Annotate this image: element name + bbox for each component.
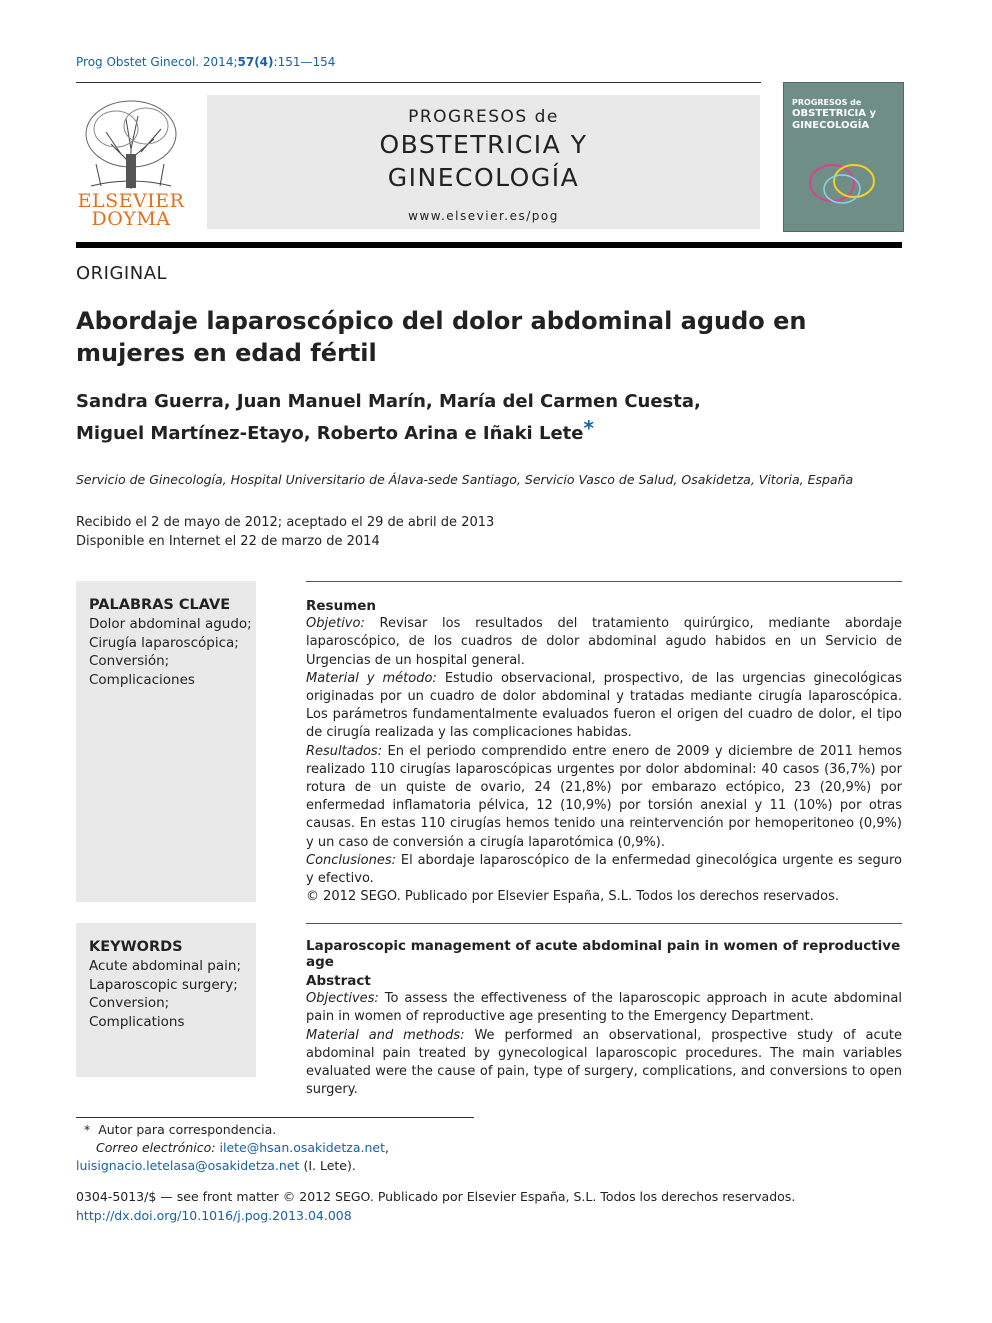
publisher-logo-text (76, 192, 186, 228)
keyword-item: Dolor abdominal agudo; (89, 616, 252, 632)
metodo-text: Estudio observacional, prospectivo, de las urgencias ginecológicas originadas por un cuadro de dolor abdominal y tratadas mediante cirugía laparoscópica. Los parámetros fundamentalmente evaluados fueron el origen del cuadro de dolor, el tipo de cirugía realizada y las complicaciones habidas. (306, 670, 903, 741)
abstract-methods (306, 1027, 902, 1100)
citation-volume: 57(4) (237, 55, 274, 69)
email-link-1[interactable]: ilete@hsan.osakidetza.net (219, 1140, 385, 1155)
resultados-label: Resultados: (306, 743, 383, 759)
cover-big1: OBSTETRICIA y (792, 108, 877, 119)
conclusiones-text: El abordaje laparoscópico de la enfermedad ginecológica urgente es seguro y efectivo. (306, 852, 902, 887)
keywords-box-en (76, 923, 256, 1077)
keyword-item: Complications (89, 1013, 185, 1030)
keyword-item: Conversion; (89, 995, 170, 1011)
resumen-objetivo (306, 615, 902, 670)
cover-big2: GINECOLOGÍA (792, 120, 870, 131)
objetivo-label: Objetivo: (306, 616, 365, 632)
footnote-mark: * (84, 1122, 91, 1137)
citation-pages: :151—154 (273, 55, 336, 69)
article-title: Abordaje laparoscópico del dolor abdominal agudo en mujeres en edad fértil (76, 307, 807, 367)
author-list (76, 389, 902, 447)
footnote-corresp: Autor para correspondencia. (98, 1122, 277, 1137)
email2-suffix: (I. Lete). (303, 1158, 356, 1173)
header-rule (76, 82, 761, 83)
front-matter-footer (76, 1187, 902, 1225)
resumen-rule (306, 581, 902, 582)
journal-title-line3: GINECOLOGÍA (387, 163, 580, 192)
affiliation: Servicio de Ginecología, Hospital Universitario de Álava-sede Santiago, Servicio Vasco de Salud, Osakidetza, Vitoria, España (76, 472, 854, 487)
resumen-section (306, 597, 902, 906)
english-title: Laparoscopic management of acute abdominal pain in women of reproductive age (306, 938, 901, 970)
metodo-label: Material y método: (306, 670, 437, 686)
abstract-section (306, 972, 902, 1099)
keyword-item: Conversión; (89, 653, 170, 669)
footnote-rule (76, 1117, 474, 1118)
keywords-heading-en: KEYWORDS (89, 939, 183, 955)
received-date: Recibido el 2 de mayo de 2012; aceptado el 29 de abril de 2013 (76, 515, 495, 530)
cover-small: PROGRESOS de (792, 98, 862, 107)
logo-line-doyma: DOYMA (91, 208, 171, 230)
journal-title-line2: OBSTETRICIA Y (379, 130, 588, 159)
methods-label: Material and methods: (306, 1027, 465, 1043)
article-dates (76, 513, 494, 551)
resultados-text: En el periodo comprendido entre enero de 2009 y diciembre de 2011 hemos realizado 110 cirugías laparoscópicas urgentes por dolor abdominal: 40 casos (36,7%) por rotura de un quiste de ovario, 24 (21,8%) por embarazo ectópico, 23 (20,9%) por enfermedad inflamatoria pélvica, 12 (10,9%) por torsión anexial y 11 (10%) por otras causas. En estas 110 cirugías hemos tenido una reintervención por hemoperitoneo (0,9%) y un caso de conversión a cirugía laparotómica (0,9%). (306, 743, 902, 850)
keyword-item: Cirugía laparoscópica; (89, 634, 239, 651)
keyword-item: Laparoscopic surgery; (89, 976, 238, 993)
cover-illustration (802, 153, 882, 213)
doi-link[interactable]: http://dx.doi.org/10.1016/j.pog.2013.04.008 (76, 1208, 352, 1223)
corresponding-author-mark[interactable]: * (583, 416, 594, 440)
journal-title-box (207, 95, 760, 229)
logo-line-elsevier: ELSEVIER (77, 190, 185, 212)
resumen-metodo (306, 670, 902, 743)
resumen-heading: Resumen (306, 598, 377, 614)
resumen-copyright: © 2012 SEGO. Publicado por Elsevier España, S.L. Todos los derechos reservados. (306, 889, 840, 905)
methods-text: We performed an observational, prospective study of acute abdominal pain treated by gynecological laparoscopic procedures. The main variables evaluated were the cause of pain, type of surgery, complications, and conversions to open surgery. (306, 1027, 902, 1098)
conclusiones-label: Conclusiones: (306, 852, 396, 868)
email-label: Correo electrónico: (96, 1140, 216, 1155)
issn-line: 0304-5013/$ — see front matter © 2012 SEGO. Publicado por Elsevier España, S.L. Todos los derechos reservados. (76, 1189, 796, 1204)
objetivo-text: Revisar los resultados del tratamiento quirúrgico, mediante abordaje laparoscópico, de los cuadros de dolor abdominal agudo habidos en un Servicio de Urgencias de un hospital general. (306, 616, 902, 668)
email-link-2[interactable]: luisignacio.letelasa@osakidetza.net (76, 1158, 300, 1173)
keyword-item: Acute abdominal pain; (89, 958, 242, 974)
journal-cover-image (783, 82, 904, 232)
journal-title-line1: PROGRESOS de (408, 107, 559, 127)
objectives-text: To assess the effectiveness of the laparoscopic approach in acute abdominal pain in women of reproductive age presenting to the Emergency Department. (306, 991, 902, 1025)
journal-citation[interactable] (76, 55, 335, 69)
keyword-item: Complicaciones (89, 671, 195, 688)
keywords-heading-es: PALABRAS CLAVE (89, 597, 231, 613)
journal-url[interactable]: www.elsevier.es/pog (408, 209, 559, 223)
abstract-objectives (306, 990, 902, 1026)
resumen-conclusiones (306, 852, 902, 888)
objectives-label: Objectives: (306, 991, 379, 1007)
article-type: ORIGINAL (76, 263, 168, 284)
abstract-heading: Abstract (306, 973, 371, 989)
resumen-resultados (306, 743, 902, 852)
keywords-box-es (76, 581, 256, 902)
available-date: Disponible en Internet el 22 de marzo de 2014 (76, 534, 380, 549)
authors-line1: Sandra Guerra, Juan Manuel Marín, María del Carmen Cuesta, (76, 391, 701, 412)
citation-prefix: Prog Obstet Ginecol. 2014; (76, 55, 238, 69)
cover-title (792, 97, 896, 132)
abstract-rule (306, 923, 902, 924)
authors-line2: Miguel Martínez-Etayo, Roberto Arina e Iñaki Lete (76, 423, 584, 444)
header-thick-rule (76, 242, 902, 248)
footnote: * Autor para correspondencia. Correo electrónico: ilete@hsan.osakidetza.net, luisignacio.letelasa@osakidetza.net (I. Lete). (76, 1122, 389, 1173)
